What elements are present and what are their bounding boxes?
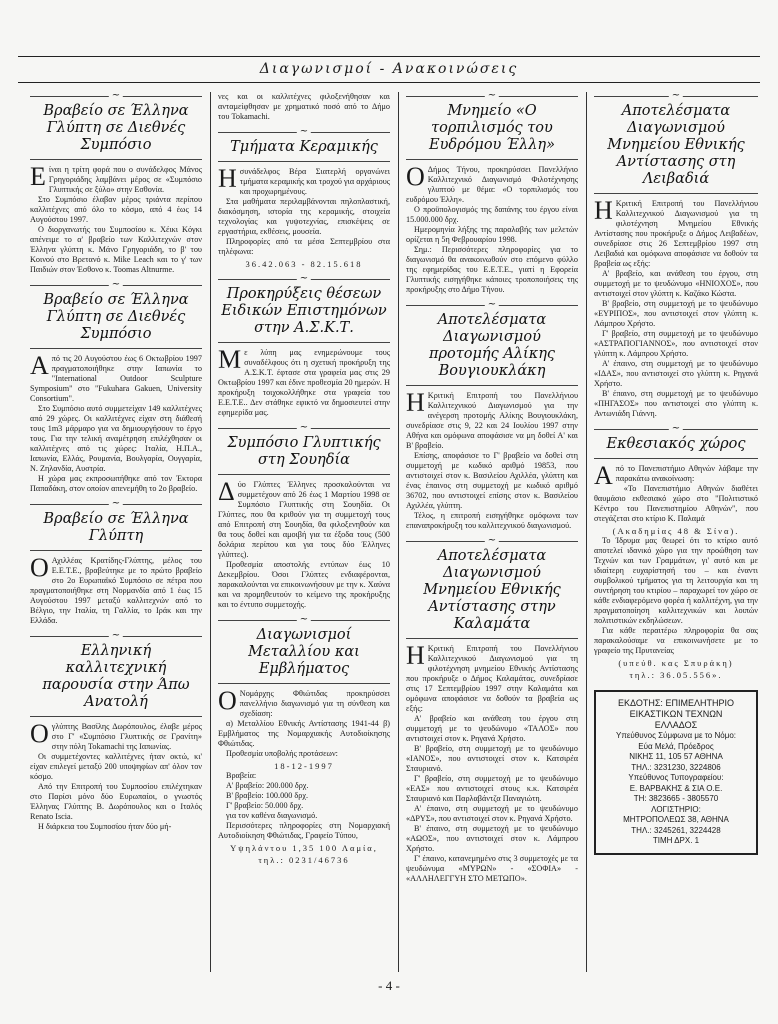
ornament-icon: ~ xyxy=(297,422,311,433)
prize-line: Γ' βραβείο: 50.000 δρχ. xyxy=(226,801,304,810)
article-body xyxy=(594,461,758,680)
ornament-rule xyxy=(594,423,758,434)
drop-cap: Μ xyxy=(218,345,242,374)
ornament-icon: ~ xyxy=(109,92,123,101)
ornament-icon: ~ xyxy=(109,498,123,509)
article-title: Μνημείο «Ο τορπιλισμός του Ευδρόμου Έλλη» xyxy=(429,103,555,153)
article-livadeia-results xyxy=(594,92,758,419)
paragraph: Ο προϋπολογισμός της δαπάνης του έργου είναι 15.000.000 δρχ. xyxy=(406,205,578,224)
paragraph: Γ' βραβείο, στη συμμετοχή με το ψευδώνυμο «ΕΑΣ» που αντιστοιχεί στους κ.κ. Κατσιρέα Σταυριανό και Παρλαβάντζα Παναγιώτη. xyxy=(406,774,578,803)
paragraph: Βραβεία: xyxy=(226,771,257,780)
title-rule xyxy=(406,638,578,639)
article-body xyxy=(594,196,758,419)
ornament-icon: ~ xyxy=(297,126,311,137)
article-title: Βραβείο σε Έλληνα Γλύπτη σε Διεθνές Συμπόσιο xyxy=(43,103,189,153)
article-medal-competition xyxy=(218,614,390,865)
page-header xyxy=(18,56,760,84)
column-2 xyxy=(218,92,390,972)
ornament-rule xyxy=(594,92,758,101)
article-exhibition-space xyxy=(594,423,758,680)
article-sculptor-prize-normandy xyxy=(30,498,202,626)
title-rule xyxy=(218,474,390,475)
paragraph: Οι συμμετέχοντες καλλιτέχνες ήταν οκτώ, κι' είχαν επιλεγεί μεταξύ 200 υποψηφίων απ' όλον τον κόσμο. xyxy=(30,752,202,781)
paragraph: Α' βραβείο και ανάθεση του έργου στη συμμετοχή με το ψευδώνυμο «ΤΑΛΟΣ» που αντιστοιχεί στον κ. Ρηγανά Χρήστο. xyxy=(406,714,578,743)
imprint-line: Υπεύθυνος Σύμφωνα με το Νόμο: xyxy=(616,731,736,740)
title-rule xyxy=(218,161,390,162)
paragraph: Προθεσμία αποστολής εντύπων έως 10 Δεκεμβρίου. Όσοι Γλύπτες ενδιαφέρονται, παρακαλούνται να επικοινωνήσουν με την κ. Χαύνα και να προμηθευτούν το κείμενο της προκήρυξης και το έντυπο συμμετοχής. xyxy=(218,560,390,609)
paragraph: Στο Συμπόσιο έλαβαν μέρος τριάντα περίπου καλλιτέχνες από όλο το κόσμο, από 4 έως 14 Αυγούστου 1997. xyxy=(30,195,202,224)
article-title: Ελληνική καλλιτεχνική παρουσία στην Άπω Ανατολή xyxy=(42,643,190,710)
paragraph: Κριτική Επιτροπή του Πανελλήνιου Καλλιτεχνικού Διαγωνισμού για τη φιλοτέχνηση μνημείου Εθνικής Αντίστασης που προκήρυξε ο Δήμος Καλαμάτας, συνεδρίασε στις 17 Σεπτεμβρίου 1997 στην Καλαμάτα και ομόφωνα αποφάσισε να δοθούν τα βραβεία ως εξής: xyxy=(406,644,578,713)
ornament-icon: ~ xyxy=(485,535,499,546)
paragraph: Προθεσμία υποβολής προτάσεων: xyxy=(226,749,338,758)
imprint-line: ΛΟΓΙΣΤΗΡΙΟ: xyxy=(651,804,701,814)
drop-cap: Ο xyxy=(30,553,49,582)
paragraph: Β' βραβείο, στη συμμετοχή με το ψευδώνυμο «ΙΑΝΟΣ», που αντιστοιχεί στον κ. Κατσιρέα Σταυριανό. xyxy=(406,744,578,773)
drop-cap: Ε xyxy=(30,162,46,191)
paragraph: Νομάρχης Φθιώτιδας προκηρύσσει πανελλήνιο διαγωνισμό για τη σύνθεση και σχεδίαση: xyxy=(239,689,390,718)
paragraph: Η διάρκεια του Συμποσίου ήταν δύο μή- xyxy=(38,822,172,831)
article-title: Αποτελέσματα Διαγωνισμού προτομής Αλίκης Βουγιουκλάκη xyxy=(428,312,556,379)
drop-cap: Η xyxy=(406,388,425,417)
article-ceramics-classes xyxy=(218,126,390,269)
prize-line: Β' βραβείο: 100.000 δρχ. xyxy=(226,791,309,800)
ornament-icon: ~ xyxy=(485,299,499,310)
ornament-rule xyxy=(406,299,578,310)
paragraph: Β' βραβείο, στη συμμετοχή με το ψευδώνυμο «ΕΥΡΙΠΟΣ», που αντιστοιχεί στον γλύπτη κ. Λάμπρου Χρήστο. xyxy=(594,299,758,328)
title-rule xyxy=(406,159,578,160)
ornament-icon: ~ xyxy=(297,273,311,284)
paragraph: για τον καθένα διαγωνισμό. xyxy=(226,811,318,820)
imprint-line: ΤΙΜΗ ΔΡΧ. 1 xyxy=(652,836,700,845)
ornament-rule xyxy=(218,273,390,284)
article-body xyxy=(406,162,578,295)
paragraph: ύο Γλύπτες Έλληνες προσκαλούνται να συμμετέχουν από 26 έως 1 Μαρτίου 1998 σε Συμπόσιο Γλυπτικής στη Σουηδία. Οι Γλύπτες, που θα κριθούν για τη συμμετοχή τους από Επιτροπή στη Σουηδία, θα φιλοξενηθούν και θα τους δοθεί και αμοιβή για τα έξοδα τους (500 δολάρια περίπου και για τους δύο Έλληνες γλύπτες). xyxy=(218,480,390,559)
title-rule xyxy=(30,716,202,717)
article-title: Βραβείο σε Έλληνα Γλύπτη xyxy=(43,511,189,544)
article-body xyxy=(30,553,202,626)
drop-cap: Α xyxy=(30,351,49,380)
paragraph: Β' έπαινο, στη συμμετοχή με το ψευδώνυμο «ΠΗΓΑΣΟΣ» που αντιστοιχεί στο γλύπτη κ. Αντωνιάδη Γιάννη. xyxy=(594,389,758,418)
ornament-icon: ~ xyxy=(669,92,683,101)
article-body xyxy=(218,164,390,269)
drop-cap: Ο xyxy=(30,719,49,748)
title-rule xyxy=(30,348,202,349)
paragraph: Για κάθε περαιτέρω πληροφορία θα σας παρακαλούσαμε να επικοινωνήσετε με το γραφείο της Πρυτανείας xyxy=(594,626,758,655)
paragraph: Β' έπαινο, στη συμμετοχή με το ψευδώνυμο «ΑΩΟΣ», που αντιστοιχεί στον κ. Λάμπρου Χρήστο. xyxy=(406,824,578,853)
contact-phone: τηλ.: 0231/46736 xyxy=(258,855,350,865)
title-rule xyxy=(30,159,202,160)
page-number: - 4 - xyxy=(378,978,400,993)
paragraph: Πληροφορίες από τα μέσα Σεπτεμβρίου στα τηλέφωνα: xyxy=(218,237,390,256)
article-body xyxy=(218,686,390,865)
drop-cap: Δ xyxy=(218,477,235,506)
paragraph: Κριτική Επιτροπή του Πανελλήνιου Καλλιτεχνικού Διαγωνισμού για την ανέγερση προτομής Αλίκης Βουγιουκλάκη, συνεδρίασε στις 9, 22 και 24 Ιουλίου 1997 στην Αθήνα και ομόφωνα αποφάσισε να μη δοθεί Α' και Β' βραβείο. xyxy=(406,391,578,450)
imprint-line: ΤΗΛ.: 3245261, 3224428 xyxy=(631,825,721,835)
paragraph: νες και οι καλλιτέχνες φιλοξενήθησαν και ανταμείφθησαν με χρηματικό ποσό από το Δήμο του Tokamachi. xyxy=(218,92,390,121)
article-sculptor-prize-estonia xyxy=(30,92,202,275)
contact-phone: τηλ.: 36.05.556». xyxy=(629,670,723,680)
ornament-rule xyxy=(406,92,578,101)
paragraph: Κριτική Επιτροπή του Πανελλήνιου Καλλιτεχνικού Διαγωνισμού για τη φιλοτέχνηση Μνημείου Εθνικής Αντίστασης που προκήρυξε ο Δήμος Λειβαδέων, συνεδρίασε στις 26 Σεπτεμβρίου 1997 στη Λειβαδιά και ομόφωνα αποφάσισε να δοθούν τα βραβεία ως εξής: xyxy=(594,199,758,268)
paragraph: Ο διοργανωτής του Συμποσίου κ. Χέικι Κόγκι απένειμε το α' βραβείο των Καλλιτεχνών στον Έλληνα γλύπτη κ. Μάνο Γρηγοριάδη, το β' του Κοινού στο Βρετανό κ. Mike Leach και το γ' των Παιδιών στον Έσθονο κ. Toomas Altnurme. xyxy=(30,225,202,274)
ornament-icon: ~ xyxy=(669,423,683,434)
article-sweden-symposium xyxy=(218,422,390,610)
article-columns xyxy=(30,92,758,972)
ornament-icon: ~ xyxy=(485,92,499,101)
paragraph: Γ' έπαινο, κατανεμημένο στις 3 συμμετοχές με τα ψευδώνυμα «ΜΥΡΩΝ» - «ΣΟΦΙΑ» - «ΑΛΛΗΛΕΓΓΥΗ ΣΤΟ ΜΕΤΩΠΟ». xyxy=(406,854,578,883)
paragraph: Αχιλλέας Κρατίδης-Γλύπτης, μέλος του Ε.Ε.Τ.Ε., βραβεύτηκε με το πρώτο βραβείο στο 2ο Ευρωπαϊκό Συμπόσιο σε πέτρα που πραγματοποιήθηκε στη Νορμανδία από 1 έως 15 Αυγούστου 1997 μεταξύ καλλιτεχνών από το Βέλγιο, την Ιταλία, τη Γαλλία, το Ιράκ και την Ελλάδα. xyxy=(30,556,202,625)
article-body xyxy=(30,351,202,494)
article-title: Βραβείο σε Έλληνα Γλύπτη σε Διεθνές Συμπόσιο xyxy=(43,292,189,342)
column-1 xyxy=(30,92,202,972)
article-body xyxy=(406,641,578,884)
imprint-line: ΜΗΤΡΟΠΟΛΕΩΣ 38, ΑΘΗΝΑ xyxy=(623,815,729,824)
header-top-rule xyxy=(18,56,760,57)
article-far-east-presence xyxy=(30,630,202,832)
ornament-rule xyxy=(218,126,390,137)
phone-numbers: 36.42.063 - 82.15.618 xyxy=(245,259,363,269)
article-sculptor-prize-japan xyxy=(30,279,202,494)
article-title: Εκθεσιακός χώρος xyxy=(606,436,746,452)
column-3 xyxy=(406,92,578,972)
article-body xyxy=(30,719,202,832)
article-title: Τμήματα Κεραμικής xyxy=(230,139,378,155)
title-rule xyxy=(594,193,758,194)
paragraph: Το Ίδρυμα μας θεωρεί ότι το κτίριο αυτό αποτελεί ιδανικό χώρο για την προώθηση των Τεχνών και των Γραμμάτων, γι' αυτό και με ιδιαίτερη ευχαρίστησή του – και έναντι συμβολικού τμήματος για τη λειτουργία και τη συντήρηση του κτιρίου – παραχωρεί τον χώρο σε κάθε ενδιαφερόμενο φορέα ή καλλιτέχνη, για την πραγματοποίηση καλλιτεχνικών και λοιπών πολιτιστικών εκδηλώσεων. xyxy=(594,536,758,625)
paragraph: Α' βραβείο, και ανάθεση του έργου, στη συμμετοχή με το ψευδώνυμο «ΗΝΙΟΧΟΣ», που αντιστοιχεί στον γλύπτη κ. Καζάκο Κώστα. xyxy=(594,269,758,298)
ornament-rule xyxy=(30,279,202,290)
drop-cap: Η xyxy=(406,641,425,670)
article-title: Αποτελέσματα Διαγωνισμού Μνημείου Εθνικής Αντίστασης στην Καλαμάτα xyxy=(423,548,561,632)
paragraph: συνάδελφος Βέρα Σιατερλή οργανώνει τμήματα κεραμικής και τροχού για αρχάριους και προχωρημένους. xyxy=(239,167,390,196)
paragraph: Τέλος, η επιτροπή εισηγήθηκε ομόφωνα των επαναπροκήρυξη του καλλιτεχνικού διαγωνισμού. xyxy=(406,511,578,530)
title-rule xyxy=(594,458,758,459)
article-title: Διαγωνισμοί Μεταλλίου και Εμβλήματος xyxy=(248,627,360,677)
article-title: Συμπόσιο Γλυπτικής στη Σουηδία xyxy=(227,435,381,468)
imprint-line: Υπεύθυνος Τυπογραφείου: xyxy=(628,773,724,782)
drop-cap: Ο xyxy=(406,162,425,191)
paragraph: πό το Πανεπιστήμιο Αθηνών λάβαμε την παρακάτω ανακοίνωση: xyxy=(615,464,758,483)
publisher-imprint-box xyxy=(594,690,758,855)
paragraph: Δήμος Τήνου, προκηρύσσει Πανελλήνιο Καλλιτεχνικό Διαγωνισμό Φιλοτέχνησης γλυπτού με θέμα: «Ο τορπιλισμός του ευδρόμου Έλλη». xyxy=(406,165,578,204)
paragraph: γλύπτης Βασίλης Δωρόπουλος, έλαβε μέρος στο Γ' «Συμπόσιο Γλυπτικής σε Γρανίτη» στην πόλη Tokamachi της Ιαπωνίας. xyxy=(51,722,202,751)
column-4 xyxy=(594,92,758,972)
paragraph: πό τις 20 Αυγούστου έως 6 Οκτωβρίου 1997 πραγματοποιήθηκε στην Ιαπωνία το "International Outdoor Sculpture Symposium" στο "Fukuhara Gakuen, University Consortium". xyxy=(30,354,202,403)
paragraph: Σημ.: Περισσότερες πληροφορίες για το διαγωνισμό θα ανακοινωθούν στο επόμενο φύλλο της εφημερίδας του Ε.Ε.Τ.Ε., γιατί η Εφορεία Γλυπτικής εισηγήθηκε κάποιες τροποποιήσεις της προκήρυξης στο Δήμο Τήνου. xyxy=(406,245,578,294)
prize-line: Α' βραβείο: 200.000 δρχ. xyxy=(226,781,309,790)
imprint-line: ΝΙΚΗΣ 11, 105 57 ΑΘΗΝΑ xyxy=(629,752,723,761)
imprint-line: Ε. ΒΑΡΒΑΚΗΣ & ΣΙΑ Ο.Ε. xyxy=(629,783,723,793)
paragraph: «Το Πανεπιστήμιο Αθηνών διαθέτει θαυμάσιο εκθεσιακό χώρο στο "Πολιτιστικό Κέντρο του Πανεπιστημίου Αθηνών", που στεγάζεται στο κτίριο Κ. Παλαμά xyxy=(594,484,758,523)
imprint-line: ΕΚΔΟΤΗΣ: ΕΠΙΜΕΛΗΤΗΡΙΟ xyxy=(618,698,734,708)
ornament-rule xyxy=(406,535,578,546)
paragraph: Ημερομηνία λήξης της παραλαβής των μελετών ορίζεται η 5η Φεβρουαρίου 1998. xyxy=(406,225,578,244)
ornament-icon: ~ xyxy=(297,614,311,625)
imprint-line: ΤΗΛ.: 3231230, 3224806 xyxy=(631,762,721,772)
article-continuation xyxy=(218,92,390,122)
paragraph: Στο Συμπόσιο αυτό συμμετείχαν 149 καλλιτέχνες από 29 χώρες. Οι καλλιτέχνες είχαν στη διάθεσή τους 1m3 μάρμαρο για να δημιουργήσουν το έργο τους. Για την τελική αναμέτρηση επιλέχθησαν οι καλλιτέχνες από τις χώρες: Ιταλία, Η.Π.Α., Ιαπωνία, Ελλάς, Ρουμανία, Βουλγαρία, Ουγγαρία, Ν. Ζηλανδία, Αυστρία. xyxy=(30,404,202,473)
paragraph: Από την Επιτροπή του Συμποσίου επιλέχτηκαν στο Παρίσι μόνο δύο Ευρωπαίοι, ο γνωστός Έλληνας Γλύπτης Β. Δωρόπουλος και ο Ιταλός Renato Iscia. xyxy=(30,782,202,821)
imprint-line: ΕΛΛΑΔΟΣ xyxy=(654,720,698,730)
drop-cap: Ο xyxy=(218,686,237,715)
deadline-date: 18-12-1997 xyxy=(274,761,334,771)
ornament-icon: ~ xyxy=(109,279,123,290)
drop-cap: Η xyxy=(594,196,613,225)
contact-address: Υψηλάντου 1,35 100 Λαμία, xyxy=(230,843,378,853)
contact-person: (υπεύθ. κας Σπυράκη) xyxy=(618,658,734,668)
article-title: Προκηρύξεις θέσεων Ειδικών Επιστημόνων στην Α.Σ.Κ.Τ. xyxy=(221,286,387,336)
article-job-postings xyxy=(218,273,390,418)
article-elli-monument xyxy=(406,92,578,295)
article-body xyxy=(218,477,390,610)
ornament-rule xyxy=(30,92,202,101)
ornament-rule xyxy=(30,630,202,641)
ornament-icon: ~ xyxy=(109,630,123,641)
paragraph: Στα μαθήματα περιλαμβάνονται πηλοπλαστική, διακόσμηση, ιστορία της κεραμικής, στοιχεία τεχνολογίας και γυψοτεχνίας, επισκέψεις σε εργαστήρια, εκθέσεις, μουσεία. xyxy=(218,197,390,236)
imprint-line: ΕΙΚΑΣΤΙΚΩΝ ΤΕΧΝΩΝ xyxy=(629,709,723,719)
paragraph: ε λύπη μας ενημερώνουμε τους συναδέλφους ότι η σχετική προκήρυξη της Α.Σ.Κ.Τ. έφτασε στα γραφεία μας στις 29 Οκτωβρίου 1997 και έδινε προθεσμία 20 ημερών. Η προκήρυξη τοιχοκολλήθηκε στα γραφεία του Ε.Ε.Τ.Ε.. Δεν στάθηκε εφικτό να δημοσιευτεί στην εφημερίδα μας. xyxy=(218,348,390,417)
paragraph: Περισσότερες πληροφορίες στη Νομαρχιακή Αυτοδιοίκηση Φθιώτιδας, Γραφείο Τύπου, xyxy=(218,821,390,840)
title-rule xyxy=(406,385,578,386)
title-rule xyxy=(30,550,202,551)
ornament-rule xyxy=(30,498,202,509)
imprint-line: ΤΗ: 3823665 - 3805570 xyxy=(633,794,719,803)
article-body xyxy=(406,388,578,531)
header-bottom-rule xyxy=(18,82,760,83)
imprint-line: Εύα Μελά, Πρόεδρος xyxy=(638,741,714,751)
venue-address: (Ακαδημίας 48 & Σίνα). xyxy=(612,526,740,536)
article-kalamata-results xyxy=(406,535,578,884)
paragraph: Η χώρα μας εκπροσωπήθηκε από τον Έκτορα Παπαδάκη, στον οποίον απενεμήθη το 2ο βραβείο. xyxy=(30,474,202,493)
article-title: Αποτελέσματα Διαγωνισμού Μνημείου Εθνικής Αντίστασης στη Λειβαδιά xyxy=(607,103,745,187)
paragraph: Α' έπαινο, στη συμμετοχή με το ψευδώνυμο «ΔΡΥΣ», που αντιστοιχεί στον κ. Ρηγανά Χρήστο. xyxy=(406,804,578,823)
paragraph: ίναι η τρίτη φορά που ο συνάδελφος Μάνος Γρηγοριάδης λαμβάνει μέρος σε «Συμπόσιο Γλυπτικής σε ξύλο» στην Εσθονία. xyxy=(48,165,202,194)
article-body xyxy=(218,92,390,122)
paragraph: α) Μεταλλίου Εθνικής Αντίστασης 1941-44 β) Εμβλήματος της Νομαρχιακής Αυτοδιοίκησης Φθιώτιδας. xyxy=(218,719,390,748)
paragraph: Επίσης, αποφάσισε το Γ' βραβείο να δοθεί στη συμμετοχή με κωδικό αριθμό 19853, που αντιστοιχεί στον κ. Βασιλείου Αχιλλέα, γλύπτη και ένας έπαινος στη συμμετοχή με κωδικό αριθμό 36702, που αντιστοιχεί επίσης στον κ. Βασιλείου Αχιλλέα, γλύπτη. xyxy=(406,451,578,510)
article-vougiouklaki-results xyxy=(406,299,578,531)
title-rule xyxy=(218,342,390,343)
ornament-rule xyxy=(218,614,390,625)
section-title: Διαγωνισμοί - Ανακοινώσεις xyxy=(259,61,519,77)
title-rule xyxy=(218,683,390,684)
article-body xyxy=(30,162,202,275)
paragraph: Α' έπαινο, στη συμμετοχή με το ψευδώνυμο «ΙΔΑΣ», που αντιστοιχεί στο γλύπτη κ. Ρηγανά Χρήστο. xyxy=(594,359,758,388)
paragraph: Γ' βραβείο, στη συμμετοχή με το ψευδώνυμο «ΑΣΤΡΑΠΟΓΙΑΝΝΟΣ», που αντιστοιχεί στον γλύπτη κ. Λάμπρου Χρήστο. xyxy=(594,329,758,358)
drop-cap: Α xyxy=(594,461,613,490)
ornament-rule xyxy=(218,422,390,433)
article-body xyxy=(218,345,390,418)
drop-cap: Η xyxy=(218,164,237,193)
